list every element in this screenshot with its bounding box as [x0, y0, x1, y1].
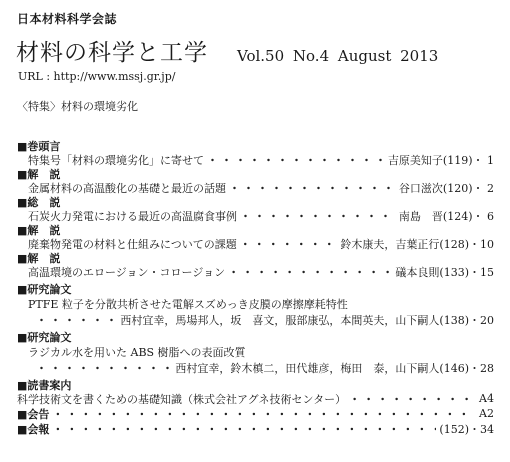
entry-page: (119)・ 1	[442, 153, 494, 167]
entry-page: (124)・ 6	[442, 209, 494, 223]
section-heading-announcements: ■会告	[17, 407, 50, 421]
entry-page: (120)・ 2	[442, 181, 494, 195]
toc-entry[interactable]	[28, 180, 494, 195]
toc-entry[interactable]	[28, 312, 494, 327]
dot-leader	[349, 391, 476, 407]
dot-leader	[240, 236, 338, 252]
toc-entry-bulletin[interactable]	[17, 421, 494, 436]
entry-page: (138)・20	[439, 313, 494, 327]
entry-page: (133)・15	[439, 265, 494, 279]
toc-entry[interactable]	[17, 391, 494, 406]
entry-page: (152)・34	[439, 422, 494, 436]
section-heading-research-paper: ■研究論文	[17, 283, 72, 296]
special-issue-label: 〈特集〉材料の環境劣化	[17, 100, 138, 113]
entry-title: 特集号「材料の環境劣化」に寄せて	[28, 153, 204, 167]
journal-title: 材料の科学と工学	[16, 40, 208, 66]
entry-authors: 谷口滋次	[398, 181, 443, 195]
section-heading-review: ■解 説	[17, 168, 61, 181]
toc-entry[interactable]	[28, 360, 494, 375]
section-heading-research-paper: ■研究論文	[17, 331, 72, 344]
dot-leader	[36, 312, 117, 328]
toc-entry[interactable]	[28, 236, 494, 251]
dot-leader	[228, 264, 392, 280]
entry-authors: 鈴木康夫，吉葉正行	[340, 237, 440, 251]
entry-title: 科学技術文を書くための基礎知識（株式会社アグネ技術センター）	[17, 392, 347, 406]
dot-leader	[52, 421, 436, 437]
dot-leader	[207, 152, 385, 168]
journal-url: URL : http://www.mssj.gr.jp/	[18, 70, 176, 83]
entry-title[interactable]: PTFE 粒子を分散共析させた電解スズめっき皮膜の摩擦摩耗特性	[28, 298, 348, 311]
entry-title: 石炭火力発電における最近の高温腐食事例	[28, 209, 237, 223]
section-heading-review: ■解 説	[17, 252, 61, 265]
entry-authors: 南島 晋	[398, 209, 443, 223]
section-heading-foreword: ■巻頭言	[17, 140, 61, 153]
dot-leader	[52, 406, 476, 422]
section-heading-review: ■解 説	[17, 224, 61, 237]
entry-page: (146)・28	[439, 361, 494, 375]
toc-entry-announcements[interactable]	[17, 406, 494, 421]
entry-page: (128)・10	[439, 237, 494, 251]
volume-info: Vol.50 No.4 August 2013	[237, 47, 439, 65]
entry-title: 高温環境のエロージョン・コロージョン	[28, 265, 226, 279]
entry-title[interactable]: ラジカル水を用いた ABS 樹脂への表面改質	[28, 346, 246, 359]
society-name: 日本材料科学会誌	[17, 12, 118, 26]
entry-page: A2	[479, 407, 494, 420]
entry-title: 廃棄物発電の材料と仕組みについての課題	[28, 237, 237, 251]
entry-page: A4	[479, 392, 494, 405]
toc-entry[interactable]	[28, 152, 494, 167]
toc-entry[interactable]	[28, 208, 494, 223]
entry-authors: 西村宜幸，馬場邦人，坂 喜文，服部康弘，本間英夫，山下嗣人	[120, 313, 440, 327]
section-heading-overview: ■総 説	[17, 196, 61, 209]
entry-title: 金属材料の高温酸化の基礎と最近の話題	[28, 181, 226, 195]
dot-leader	[229, 180, 396, 196]
dot-leader	[36, 360, 172, 376]
entry-authors: 西村宜幸，鈴木槙二，田代雄彦，梅田 泰，山下嗣人	[175, 361, 440, 375]
toc-entry[interactable]	[28, 264, 494, 279]
entry-authors: 吉原美知子	[387, 153, 443, 167]
entry-authors: 礒本良則	[395, 265, 440, 279]
dot-leader	[240, 208, 396, 224]
section-heading-bulletin: ■会報	[17, 422, 50, 436]
section-heading-book-guide: ■読書案内	[17, 379, 72, 392]
